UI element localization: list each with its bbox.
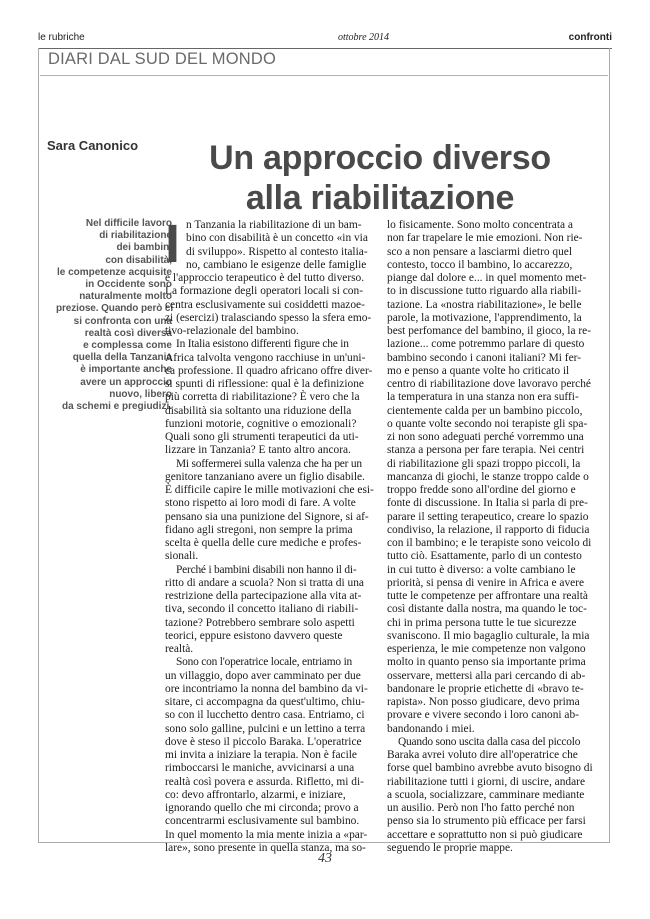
text-line: esperienza, le mie competenze non valgono [387,643,586,655]
text-line: Quando sono uscita dalla casa del piccolo [398,735,581,748]
text-line: restrizione della partecipazione alla vita at- [165,590,362,602]
text-line: sco a non pensare a lasciarmi dietro quel [387,245,573,258]
text-line: pensano sia una punizione del Signore, si af- [165,510,369,523]
text-line: bambino secondo i canoni italiani? Mi fer- [387,351,581,364]
text-line: cientemente calda per un bambino piccolo, [387,404,583,417]
sidebar-line: è importante anche [80,364,172,376]
text-line: stanza a persona per fare terapia. Nei centri [387,444,585,457]
text-line: realtà. [165,643,194,655]
text-line: È difficile capire le mille motivazioni che esi- [165,484,374,496]
text-line: sionali. [165,550,199,563]
text-line: lare», sono presente in quella stanza, ma so- [165,841,366,854]
sidebar-line: Nel difficile lavoro [85,218,172,229]
text-line: concentrarmi esclusivamente sul bambino. [165,815,360,828]
paragraph [165,338,380,457]
text-line: così distante dalla nostra, ma quando le toc- [387,603,587,616]
text-line: centra esclusivamente sui cosiddetti mazoe- [165,298,365,311]
sidebar-line: realtà così diversa [84,327,172,339]
text-line: ignorando quello che mi circonda; provo a [165,802,359,814]
text-line: osservare, mettersi alla pari cercando di ab- [387,669,586,682]
paragraph [165,458,380,564]
text-line: scelta è quella delle cure mediche e profes- [165,537,362,549]
paragraph [387,219,604,736]
text-line: provare e vivere secondo i loro canoni ab- [387,709,579,722]
text-line: In quel momento la mia mente inizia a «par- [165,828,368,841]
header-date: ottobre 2014 [338,32,390,43]
sidebar-line: in Occidente sono [85,279,172,291]
text-line: lazione... come potremmo parlare di questo [387,338,585,351]
text-line: a scuola, socializzare, camminare mediante [387,788,585,801]
text-line: svaniscono. Il mio bagaglio culturale, la mia [387,629,590,642]
pull-quote-sidebar [56,218,172,413]
title-line-1: Un approccio diverso [209,139,551,177]
sidebar-line: avere un approccio [80,376,172,388]
text-line: Perché i bambini disabili non hanno il di- [176,563,357,576]
sidebar-line: con disabilità, [105,254,172,266]
text-line: di riabilitazione gli spazi troppo piccoli, la [387,457,581,470]
header-magazine: confronti [568,32,612,43]
text-line: e l'approccio terapeutico è del tutto diverso. [165,272,365,284]
paragraph [165,214,380,338]
text-line: o quante volte secondo noi terapiste gli spa- [387,417,588,430]
text-line: un villaggio, dopo aver camminato per due [165,669,361,682]
paragraph [165,656,380,855]
text-line: non far trapelare le mie emozioni. Non rie- [387,232,583,245]
text-line: bino con disabilità è un concetto «in via [186,232,368,245]
text-line: di sviluppo». Rispetto al contesto italia- [186,245,368,258]
text-line: accettare e soprattutto non si può giudicare [387,828,583,841]
text-line: La formazione degli operatori locali si con- [165,285,363,298]
text-line: realtà così povera e assurda. Rifletto, mi di- [165,775,364,788]
text-line: In Italia esistono differenti figure che in [176,338,349,351]
text-line: Quali sono gli strumenti terapeutici da uti- [165,431,359,443]
text-line: seguendo le proprie mappe. [387,841,513,854]
text-line: un ausilio. Però non l'ho fatto perché non [387,802,575,814]
text-line: tazione. La «nostra riabilitazione», le belle [387,298,582,311]
text-line: rimboccarsi le maniche, avvicinarsi a una [165,762,355,775]
text-line: parare il setting terapeutico, creare lo spazio [387,510,589,523]
text-line: dove è steso il piccolo Baraka. L'operatrice [165,735,362,748]
article-title [160,138,600,218]
text-line: Sono con l'operatrice locale, entriamo in [176,656,353,669]
text-line: ore incontriamo la nonna del bambino da vi- [165,682,368,695]
text-line: Africa talvolta vengono racchiuse in un'uni- [165,351,366,364]
title-line-2: alla riabilitazione [245,179,515,217]
sidebar-line: da schemi e pregiudizi. [61,401,172,413]
text-line: penso sia lo strumento più efficace per farsi [387,815,586,828]
sidebar-line: le competenze acquisite [56,266,172,278]
paragraph [387,736,604,855]
article-column-2 [387,219,604,855]
sidebar-line: e complessa come [83,340,172,352]
text-line: riabilitazione tutti i giorni, di uscire, andare [387,775,586,788]
text-line: co: devo affrontarlo, alzarmi, e iniziare, [165,788,346,801]
sidebar-line: preziose. Quando però ci [56,303,174,315]
text-line: genitore tanzaniano avere un figlio disabile. [165,470,365,483]
text-line: lizzare in Tanzania? E tanto altro ancora. [165,444,351,457]
text-line: teorici, eppure esistono davvero queste [165,629,343,642]
text-line: fonte di discussione. In Italia si parla di pre- [387,497,588,510]
text-line: to in discussione tutto riguardo alla riabili- [387,285,582,298]
text-line: priorità, si pensa di venire in Africa e avere [387,576,585,589]
section-rule [40,75,608,76]
text-line: zi non sono adeguati perché vorremmo una [387,431,584,443]
text-line: si spunti di riflessione: qual è la definizione [165,378,364,390]
paragraph [165,564,380,657]
text-line: n Tanzania la riabilitazione di un bam- [186,219,362,231]
text-line: piange dal dolore e... in quel momento met- [387,272,587,284]
sidebar-line: nuovo, libero [109,388,172,400]
section-title: DIARI DAL SUD DEL MONDO [48,50,276,68]
drop-cap: I [165,214,181,274]
text-line: la temperatura in una stanza non era suffi- [387,391,579,404]
text-line: bandonando i miei. [387,722,475,735]
text-line: in cui tutto è diverso: a volte cambiano le [387,563,576,576]
text-line: mo e penso a quante volte ho criticato il [387,364,570,377]
text-line: so con il lucchetto dentro casa. Entriamo, ci [165,709,365,722]
page-number: 43 [318,851,332,866]
text-line: fidano agli stregoni, non sempre la prima [165,523,353,536]
text-line: funzioni motorie, cognitive o emozionali? [165,417,357,430]
text-line: condiviso, la relazione, il rapporto di fiducia [387,523,590,536]
text-line: ritto di andare a scuola? Non si tratta di una [165,576,364,589]
text-line: forse quel bambino avrebbe avuto bisogno di [387,762,593,775]
text-line: tazione? Potrebbero sembrare solo aspetti [165,616,355,629]
running-header [38,32,612,46]
author-name: Sara Canonico [47,138,139,153]
header-rubric: le rubriche [38,32,85,43]
text-line: molto in quanto penso sia importante prima [387,656,586,669]
sidebar-line: si confronta con una [73,315,172,327]
text-line: rapista». Non posso giudicare, devo prima [387,696,580,708]
text-line: contesto, tocco il bambino, lo accarezzo, [387,258,573,271]
text-line: mi invita a iniziare la terapia. Non è facile [165,749,357,761]
text-line: parole, la motivazione, l'apprendimento, la [387,311,582,324]
text-line: sitare, ci accompagna da quest'ultimo, chiu- [165,696,365,708]
text-line: no, cambiano le esigenze delle famiglie [186,258,367,271]
text-line: tivo-relazionale del bambino. [165,325,299,337]
text-line: sono solo galline, pulcini e un lettino a terra [165,722,366,735]
text-line: lo fisicamente. Sono molto concentrata a [387,219,573,231]
text-line: centro di riabilitazione dove lavoravo perché [387,378,591,390]
text-line: stono rispetto ai loro modi di fare. A volte [165,497,356,510]
article-column-1 [165,214,380,855]
text-line: tutte le competenze per affrontare una realtà [387,590,588,602]
text-line: più corretta di riabilitazione? È vero che la [165,391,360,404]
text-line: bandonare le proprie etichette di «bravo te- [387,682,584,695]
sidebar-line: quella della Tanzania [72,352,172,364]
text-line: ca professione. Il quadro africano offre diver- [165,364,373,377]
sidebar-line: di riabilitazione [99,230,172,242]
text-line: chi in prima persona tutte le tue sicurezze [387,616,577,629]
text-line: zi (esercizi) tralasciando spesso la sfera emo- [165,311,372,324]
text-line: disabilità sia soltanto una riduzione della [165,404,352,417]
text-line: best perfomance del bambino, il gioco, la re- [387,325,592,337]
text-line: troppo fredde sono all'ordine del giorno e [387,484,576,496]
text-line: tiva, secondo il concetto italiano di riabili- [165,603,359,616]
sidebar-line: dei bambini [116,242,172,254]
text-line: con il bambino; e le terapiste sono veicolo di [387,537,592,549]
sidebar-line: naturalmente molto [79,291,172,303]
text-line: Mi soffermerei sulla valenza che ha per un [176,457,362,470]
text-line: mancanza di giochi, le stanze troppo calde o [387,470,589,483]
text-line: Baraka avrei voluto dire all'operatrice che [387,749,578,761]
text-line: tutto ciò. Esattamente, parlo di un contesto [387,550,582,563]
